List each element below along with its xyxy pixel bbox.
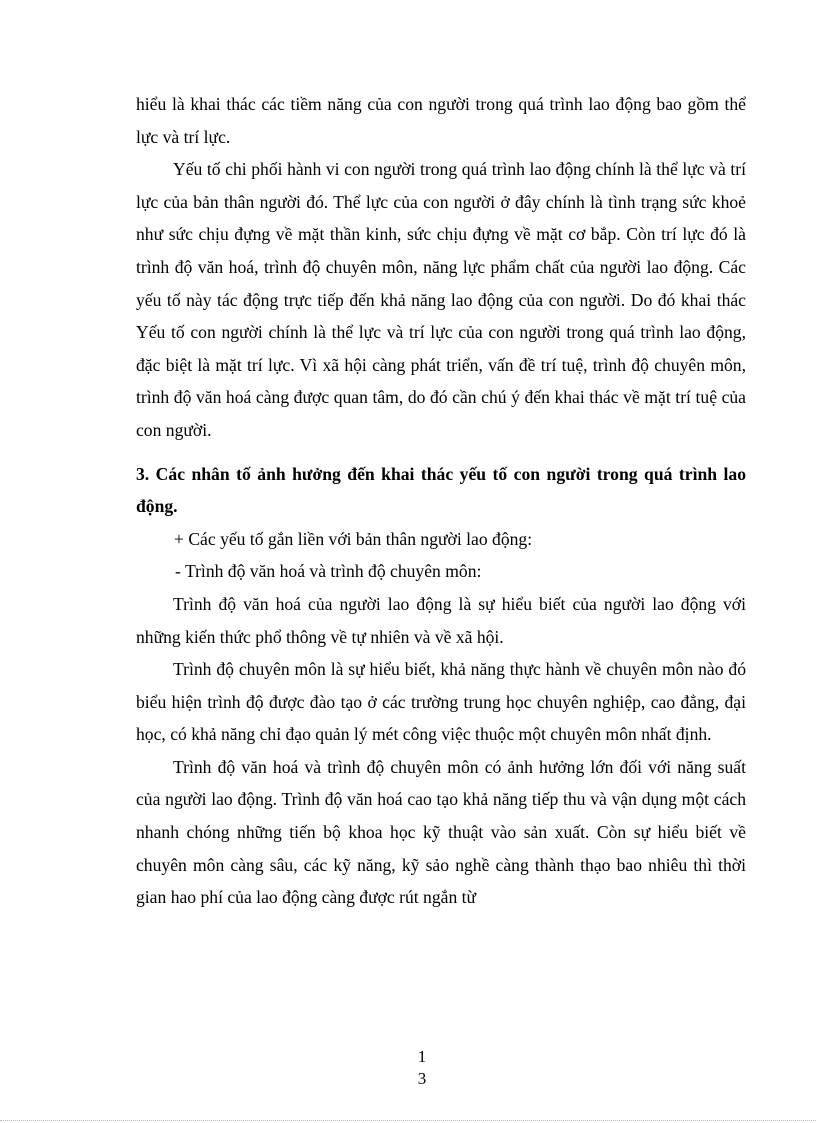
page-number bbox=[412, 1046, 432, 1090]
paragraph-continuation: hiểu là khai thác các tiềm năng của con người trong quá trình lao động bao gồm thể lực và trí lực. bbox=[136, 94, 746, 147]
paragraph-productivity: Trình độ văn hoá và trình độ chuyên môn có ảnh hưởng lớn đối với năng suất của người lao động. Trình độ văn hoá cao tạo khả năng tiếp thu và vận dụng một cách nhanh chóng những tiến bộ khoa học kỹ thuật vào sản xuất. Còn sự hiểu biết về chuyên môn càng sâu, các kỹ năng, kỹ sảo nghề càng thành thạo bao nhiêu thì thời gian hao phí của lao động càng được rút ngắn từ bbox=[136, 756, 746, 908]
paragraph-physical-mental-strength: Yếu tố chi phối hành vi con người trong quá trình lao động chính là thể lực và trí lực của bản thân người đó. Thể lực của con người ở đây chính là tình trạng sức khoẻ như sức chịu đựng về mặt thần kinh, sức chịu đựng về mặt cơ bắp. Còn trí lực đó là trình độ văn hoá, trình độ chuyên môn, năng lực phẩm chất của người lao động. Các yếu tố này tác động trực tiếp đến khả năng lao động của con người. Do đó khai thác Yếu tố con người chính là thể lực và trí lực của con người trong quá trình lao động, đặc biệt là mặt trí lực. Vì xã hội càng phát triển, vấn đề trí tuệ, trình độ chuyên môn, trình độ văn hoá càng được quan tâm, do đó cần chú ý đến khai thác về mặt trí tuệ của con người. bbox=[136, 159, 746, 440]
sub-bullet-item: - Trình độ văn hoá và trình độ chuyên môn: bbox=[175, 561, 482, 582]
page-bottom-divider bbox=[0, 1120, 816, 1121]
paragraph-professional-level: Trình độ chuyên môn là sự hiểu biết, khả năng thực hành về chuyên môn nào đó biểu hiện trình độ được đào tạo ở các trường trung học chuyên nghiệp, cao đẳng, đại học, có khả năng chỉ đạo quản lý mét công việc thuộc một chuyên môn nhất định. bbox=[136, 659, 746, 745]
document-body bbox=[136, 88, 746, 914]
paragraph-cultural-level: Trình độ văn hoá của người lao động là sự hiểu biết của người lao động với những kiến thức phổ thông về tự nhiên và về xã hội. bbox=[136, 593, 746, 647]
page-number-line-1: 1 bbox=[417, 1047, 427, 1066]
section-heading: 3. Các nhân tố ảnh hưởng đến khai thác yếu tố con người trong quá trình lao động. bbox=[136, 463, 746, 517]
page-number-line-2: 3 bbox=[417, 1069, 427, 1088]
bullet-item: + Các yếu tố gắn liền với bản thân người lao động: bbox=[174, 528, 533, 549]
